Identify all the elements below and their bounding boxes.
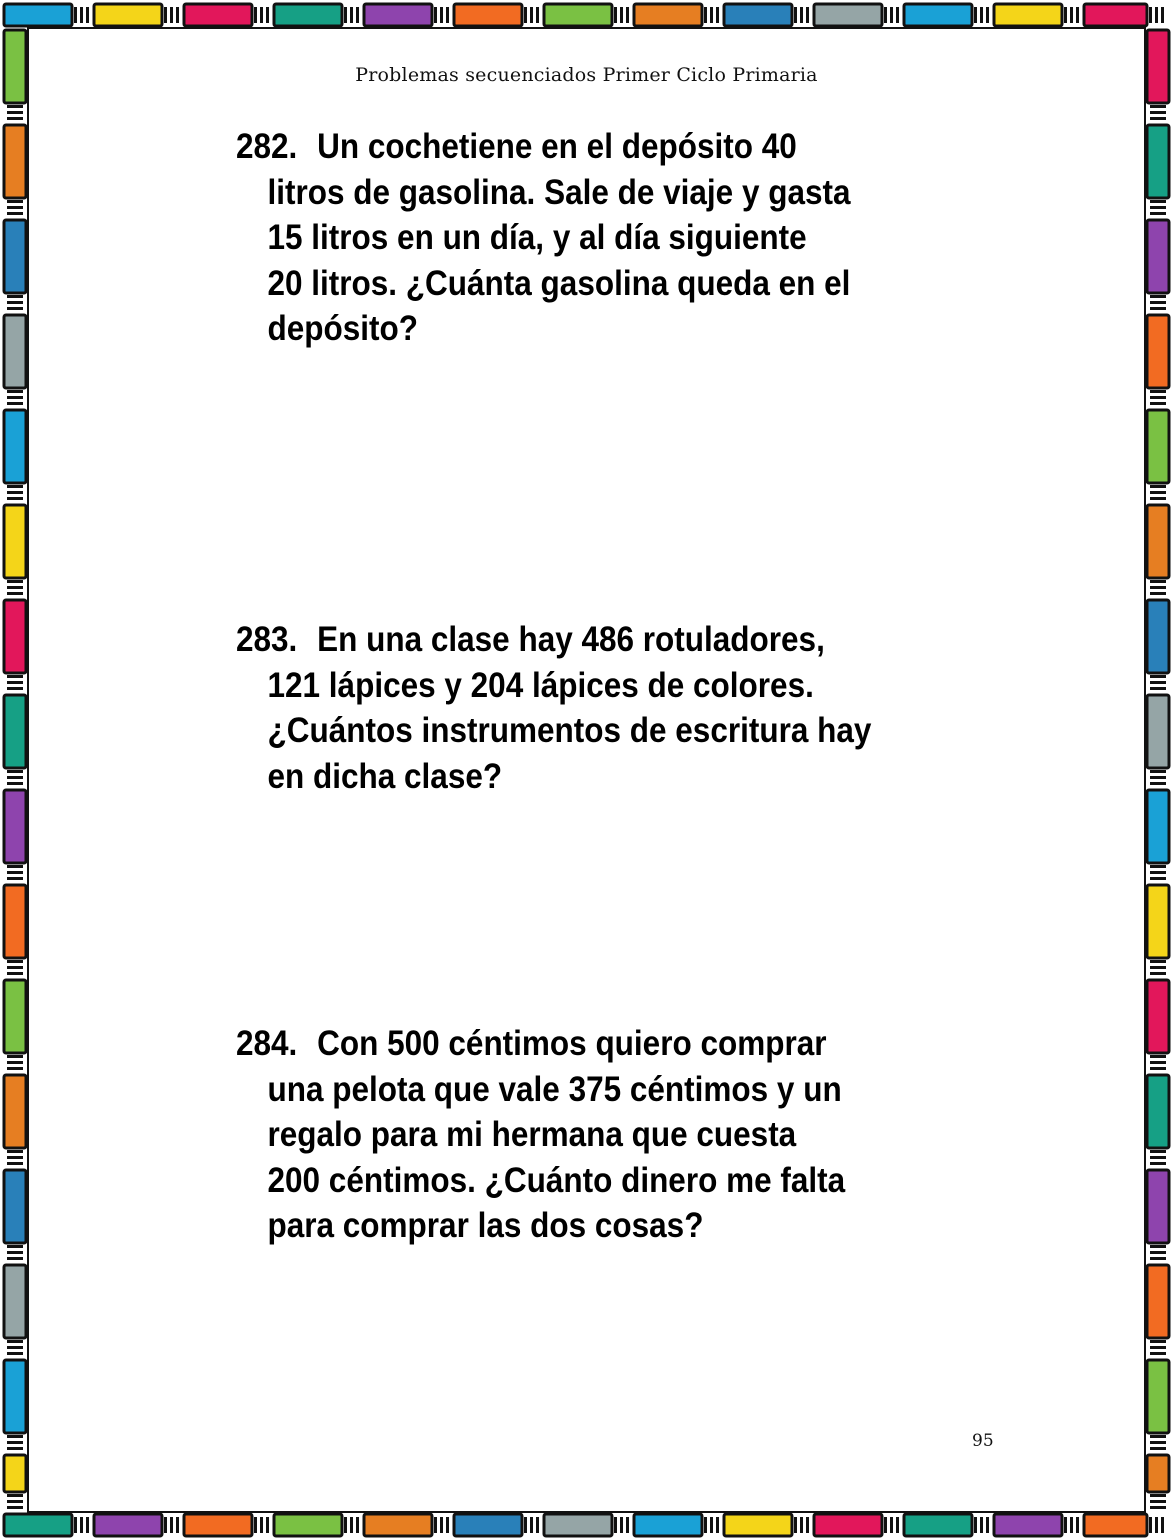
border-segment bbox=[1147, 125, 1169, 198]
border-tick bbox=[7, 1061, 23, 1064]
problem-282 bbox=[236, 124, 893, 352]
border-tick bbox=[7, 1441, 23, 1444]
border-tick bbox=[7, 1156, 23, 1159]
border-segment bbox=[1147, 410, 1169, 483]
border-tick bbox=[7, 681, 23, 684]
problem-number: 283. bbox=[236, 620, 298, 659]
border-tick bbox=[1150, 1340, 1166, 1343]
border-tick bbox=[7, 776, 23, 779]
border-tick bbox=[7, 491, 23, 494]
border-tick bbox=[536, 7, 539, 23]
border-tick bbox=[7, 117, 23, 120]
border-tick bbox=[524, 7, 527, 23]
border-tick bbox=[980, 7, 983, 23]
border-segment bbox=[4, 1265, 26, 1338]
border-tick bbox=[7, 295, 23, 298]
border-tick bbox=[1064, 1517, 1067, 1533]
border-tick bbox=[1150, 871, 1166, 874]
border-tick bbox=[1150, 865, 1166, 868]
border-segment bbox=[4, 600, 26, 673]
border-tick bbox=[7, 1251, 23, 1254]
border-segment bbox=[454, 4, 522, 26]
border-segment bbox=[4, 1360, 26, 1433]
border-tick bbox=[974, 7, 977, 23]
border-tick bbox=[986, 1517, 989, 1533]
border-tick bbox=[1150, 105, 1166, 108]
problem-text-line: depósito? bbox=[267, 309, 418, 348]
problem-text-line: 200 céntimos. ¿Cuánto dinero me falta bbox=[267, 1160, 846, 1200]
border-segment bbox=[1147, 790, 1169, 863]
border-segment bbox=[4, 790, 26, 863]
border-tick bbox=[7, 1340, 23, 1343]
border-tick bbox=[1150, 972, 1166, 975]
border-tick bbox=[80, 7, 83, 23]
border-tick bbox=[440, 1517, 443, 1533]
border-tick bbox=[7, 1257, 23, 1260]
problem-text-line: en dicha clase? bbox=[267, 756, 503, 796]
border-tick bbox=[440, 7, 443, 23]
border-tick bbox=[1150, 580, 1166, 583]
border-segment bbox=[94, 4, 162, 26]
border-segment bbox=[4, 125, 26, 198]
border-tick bbox=[794, 7, 797, 23]
border-tick bbox=[626, 1517, 629, 1533]
border-tick bbox=[350, 1517, 353, 1533]
border-tick bbox=[1150, 1251, 1166, 1254]
border-tick bbox=[7, 1162, 23, 1165]
border-tick bbox=[1150, 206, 1166, 209]
border-tick bbox=[1076, 1517, 1079, 1533]
border-tick bbox=[704, 1517, 707, 1533]
border-tick bbox=[266, 7, 269, 23]
border-tick bbox=[896, 7, 899, 23]
border-tick bbox=[1161, 7, 1164, 23]
border-tick bbox=[890, 7, 893, 23]
border-tick bbox=[1150, 586, 1166, 589]
border-tick bbox=[974, 1517, 977, 1533]
border-tick bbox=[524, 1517, 527, 1533]
border-tick bbox=[1150, 390, 1166, 393]
border-segment bbox=[634, 1514, 702, 1536]
border-tick bbox=[716, 1517, 719, 1533]
border-tick bbox=[7, 307, 23, 310]
border-tick bbox=[794, 1517, 797, 1533]
border-tick bbox=[1150, 1494, 1166, 1497]
border-tick bbox=[1150, 1352, 1166, 1355]
border-segment bbox=[4, 410, 26, 483]
border-segment bbox=[544, 1514, 612, 1536]
border-tick bbox=[1150, 782, 1166, 785]
border-tick bbox=[620, 7, 623, 23]
border-segment bbox=[4, 1514, 72, 1536]
border-tick bbox=[7, 1055, 23, 1058]
border-tick bbox=[1150, 491, 1166, 494]
border-tick bbox=[1150, 307, 1166, 310]
border-tick bbox=[74, 7, 77, 23]
border-tick bbox=[1064, 7, 1067, 23]
border-segment bbox=[904, 1514, 972, 1536]
border-tick bbox=[356, 1517, 359, 1533]
border-tick bbox=[176, 7, 179, 23]
border-segment bbox=[274, 4, 342, 26]
border-tick bbox=[7, 1447, 23, 1450]
border-tick bbox=[86, 7, 89, 23]
border-tick bbox=[86, 1517, 89, 1533]
border-segment bbox=[1147, 220, 1169, 293]
border-segment bbox=[274, 1514, 342, 1536]
border-tick bbox=[170, 1517, 173, 1533]
border-tick bbox=[1150, 1245, 1166, 1248]
border-tick bbox=[7, 396, 23, 399]
border-segment bbox=[1147, 1265, 1169, 1338]
border-tick bbox=[710, 1517, 713, 1533]
border-tick bbox=[626, 7, 629, 23]
border-segment bbox=[1147, 1360, 1169, 1433]
border-tick bbox=[530, 1517, 533, 1533]
problem-text-line: regalo para mi hermana que cuesta bbox=[267, 1115, 797, 1154]
border-segment bbox=[4, 980, 26, 1053]
border-tick bbox=[170, 7, 173, 23]
border-segment bbox=[904, 4, 972, 26]
border-tick bbox=[7, 402, 23, 405]
border-tick bbox=[1150, 1441, 1166, 1444]
border-tick bbox=[7, 960, 23, 963]
problem-text-line: ¿Cuántos instrumentos de escritura hay bbox=[267, 711, 872, 750]
border-tick bbox=[1150, 1500, 1166, 1503]
border-tick bbox=[800, 7, 803, 23]
border-tick bbox=[800, 1517, 803, 1533]
border-tick bbox=[1149, 1517, 1152, 1533]
border-tick bbox=[1150, 212, 1166, 215]
border-segment bbox=[634, 4, 702, 26]
border-tick bbox=[1150, 1506, 1166, 1509]
border-tick bbox=[704, 7, 707, 23]
border-tick bbox=[7, 212, 23, 215]
problem-number: 284. bbox=[236, 1024, 298, 1063]
problem-text-line: una pelota que vale 375 céntimos y un bbox=[267, 1069, 842, 1109]
border-tick bbox=[1150, 402, 1166, 405]
border-tick bbox=[434, 7, 437, 23]
border-tick bbox=[1150, 485, 1166, 488]
border-tick bbox=[1155, 1517, 1158, 1533]
border-tick bbox=[7, 877, 23, 880]
border-tick bbox=[7, 770, 23, 773]
border-segment bbox=[1147, 1075, 1169, 1148]
border-segment bbox=[1147, 600, 1169, 673]
border-segment bbox=[544, 4, 612, 26]
border-tick bbox=[614, 7, 617, 23]
border-segment bbox=[364, 1514, 432, 1536]
border-segment bbox=[724, 4, 792, 26]
border-tick bbox=[7, 871, 23, 874]
border-segment bbox=[1147, 1455, 1169, 1492]
border-tick bbox=[266, 1517, 269, 1533]
border-tick bbox=[7, 105, 23, 108]
border-segment bbox=[4, 315, 26, 388]
border-tick bbox=[986, 7, 989, 23]
border-segment bbox=[94, 1514, 162, 1536]
border-segment bbox=[1084, 4, 1147, 26]
border-tick bbox=[7, 1352, 23, 1355]
border-segment bbox=[4, 695, 26, 768]
border-tick bbox=[1076, 7, 1079, 23]
border-tick bbox=[7, 111, 23, 114]
border-tick bbox=[7, 301, 23, 304]
border-tick bbox=[7, 1346, 23, 1349]
border-tick bbox=[1161, 1517, 1164, 1533]
border-segment bbox=[454, 1514, 522, 1536]
border-tick bbox=[254, 1517, 257, 1533]
border-segment bbox=[1147, 505, 1169, 578]
page-header: Problemas secuenciados Primer Ciclo Primaria bbox=[355, 64, 818, 86]
border-tick bbox=[344, 7, 347, 23]
border-tick bbox=[7, 1150, 23, 1153]
page-number: 95 bbox=[972, 1431, 994, 1451]
border-tick bbox=[7, 390, 23, 393]
border-segment bbox=[4, 1075, 26, 1148]
border-tick bbox=[356, 7, 359, 23]
border-tick bbox=[260, 1517, 263, 1533]
border-tick bbox=[7, 972, 23, 975]
problem-283 bbox=[236, 617, 893, 799]
problem-text-line: 15 litros en un día, y al día siguiente bbox=[267, 218, 807, 257]
border-segment bbox=[1147, 315, 1169, 388]
border-segment bbox=[4, 220, 26, 293]
border-tick bbox=[1150, 1150, 1166, 1153]
border-tick bbox=[7, 1500, 23, 1503]
border-tick bbox=[716, 7, 719, 23]
border-tick bbox=[1150, 592, 1166, 595]
border-tick bbox=[1070, 1517, 1073, 1533]
border-segment bbox=[994, 4, 1062, 26]
border-segment bbox=[1147, 885, 1169, 958]
border-tick bbox=[7, 485, 23, 488]
border-tick bbox=[806, 7, 809, 23]
border-tick bbox=[7, 206, 23, 209]
border-tick bbox=[1070, 7, 1073, 23]
border-segment bbox=[1147, 980, 1169, 1053]
border-tick bbox=[1150, 1156, 1166, 1159]
border-segment bbox=[184, 4, 252, 26]
border-tick bbox=[7, 1067, 23, 1070]
border-segment bbox=[4, 505, 26, 578]
problem-284 bbox=[236, 1021, 893, 1249]
border-tick bbox=[896, 1517, 899, 1533]
border-tick bbox=[7, 1506, 23, 1509]
border-segment bbox=[1147, 695, 1169, 768]
border-tick bbox=[1150, 1067, 1166, 1070]
border-tick bbox=[536, 1517, 539, 1533]
border-segment bbox=[4, 885, 26, 958]
border-tick bbox=[1150, 1162, 1166, 1165]
border-segment bbox=[184, 1514, 252, 1536]
problem-number: 282. bbox=[236, 127, 298, 166]
border-tick bbox=[890, 1517, 893, 1533]
border-tick bbox=[7, 687, 23, 690]
border-tick bbox=[164, 7, 167, 23]
border-tick bbox=[7, 1435, 23, 1438]
problem-text-line: para comprar las dos cosas? bbox=[267, 1206, 704, 1245]
border-tick bbox=[1150, 681, 1166, 684]
border-tick bbox=[1150, 966, 1166, 969]
border-tick bbox=[434, 1517, 437, 1533]
border-segment bbox=[814, 1514, 882, 1536]
border-tick bbox=[164, 1517, 167, 1533]
problem-text-line: 121 lápices y 204 lápices de colores. bbox=[267, 665, 814, 705]
border-segment bbox=[994, 1514, 1062, 1536]
border-tick bbox=[806, 1517, 809, 1533]
border-tick bbox=[7, 865, 23, 868]
border-tick bbox=[254, 7, 257, 23]
border-segment bbox=[4, 1455, 26, 1492]
border-tick bbox=[7, 1245, 23, 1248]
problem-text-line: 20 litros. ¿Cuánta gasolina queda en el bbox=[267, 263, 851, 303]
border-tick bbox=[1150, 776, 1166, 779]
border-tick bbox=[530, 7, 533, 23]
border-tick bbox=[344, 1517, 347, 1533]
border-tick bbox=[1150, 111, 1166, 114]
border-tick bbox=[1150, 200, 1166, 203]
problem-text-line: litros de gasolina. Sale de viaje y gasta bbox=[267, 172, 851, 212]
border-tick bbox=[80, 1517, 83, 1533]
problem-text-line: En una clase hay 486 rotuladores, bbox=[317, 620, 825, 659]
border-tick bbox=[1150, 1447, 1166, 1450]
border-tick bbox=[1150, 295, 1166, 298]
border-tick bbox=[1150, 1435, 1166, 1438]
border-tick bbox=[1150, 770, 1166, 773]
border-tick bbox=[1150, 877, 1166, 880]
border-tick bbox=[7, 675, 23, 678]
border-tick bbox=[1155, 7, 1158, 23]
problem-text-line: Con 500 céntimos quiero comprar bbox=[317, 1024, 827, 1063]
border-tick bbox=[7, 1494, 23, 1497]
border-tick bbox=[446, 7, 449, 23]
border-segment bbox=[724, 1514, 792, 1536]
border-segment bbox=[4, 4, 72, 26]
border-tick bbox=[7, 200, 23, 203]
border-tick bbox=[1150, 1055, 1166, 1058]
border-segment bbox=[4, 1170, 26, 1243]
border-tick bbox=[1150, 687, 1166, 690]
border-tick bbox=[710, 7, 713, 23]
border-tick bbox=[884, 1517, 887, 1533]
border-tick bbox=[884, 7, 887, 23]
border-tick bbox=[176, 1517, 179, 1533]
border-tick bbox=[620, 1517, 623, 1533]
border-tick bbox=[1150, 396, 1166, 399]
border-tick bbox=[1150, 1061, 1166, 1064]
border-tick bbox=[1150, 117, 1166, 120]
border-tick bbox=[7, 782, 23, 785]
border-tick bbox=[1150, 1257, 1166, 1260]
border-tick bbox=[1150, 675, 1166, 678]
border-segment bbox=[814, 4, 882, 26]
border-tick bbox=[1150, 497, 1166, 500]
border-tick bbox=[1150, 301, 1166, 304]
border-tick bbox=[980, 1517, 983, 1533]
border-tick bbox=[7, 580, 23, 583]
border-segment bbox=[1084, 1514, 1147, 1536]
border-tick bbox=[350, 7, 353, 23]
border-segment bbox=[364, 4, 432, 26]
problem-text-line: Un cochetiene en el depósito 40 bbox=[317, 127, 797, 166]
border-tick bbox=[1149, 7, 1152, 23]
border-tick bbox=[7, 592, 23, 595]
border-tick bbox=[7, 497, 23, 500]
border-tick bbox=[7, 966, 23, 969]
border-tick bbox=[260, 7, 263, 23]
border-tick bbox=[1150, 960, 1166, 963]
border-tick bbox=[74, 1517, 77, 1533]
border-tick bbox=[7, 586, 23, 589]
border-tick bbox=[446, 1517, 449, 1533]
border-tick bbox=[614, 1517, 617, 1533]
border-segment bbox=[1147, 1170, 1169, 1243]
border-tick bbox=[1150, 1346, 1166, 1349]
